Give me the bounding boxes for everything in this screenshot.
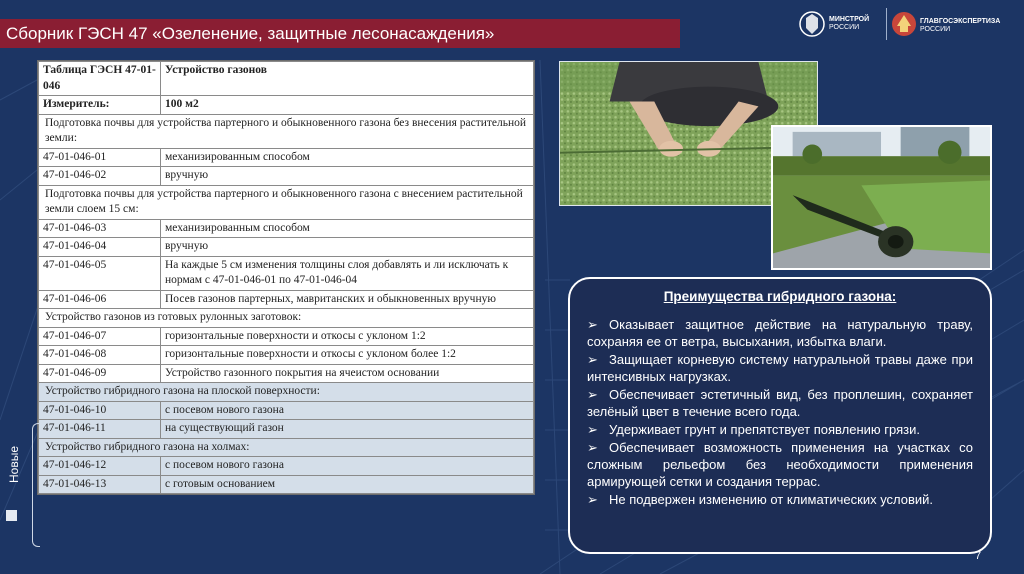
row-code: 47-01-046-07 bbox=[39, 327, 161, 346]
row-code: 47-01-046-02 bbox=[39, 167, 161, 186]
unit-label: Измеритель: bbox=[39, 96, 161, 115]
arrow-bullet-icon: ➢ bbox=[587, 352, 598, 367]
list-item bbox=[587, 439, 973, 490]
group-title: Устройство гибридного газона на плоской поверхности: bbox=[39, 383, 534, 402]
minstroy-country: РОССИИ bbox=[829, 24, 860, 31]
glav-country: РОССИИ bbox=[920, 26, 951, 33]
row-code: 47-01-046-06 bbox=[39, 290, 161, 309]
group-row bbox=[39, 114, 534, 148]
list-item bbox=[587, 351, 973, 385]
row-text: Посев газонов партерных, мавританских и обыкновенных вручную bbox=[161, 290, 534, 309]
row-text: механизированным способом bbox=[161, 148, 534, 167]
table-title-cell: Устройство газонов bbox=[161, 62, 534, 96]
row-text: Устройство газонного покрытия на ячеистом основании bbox=[161, 364, 534, 383]
new-rows-bracket bbox=[32, 423, 40, 547]
list-item bbox=[587, 491, 973, 508]
table-row bbox=[39, 219, 534, 238]
logos bbox=[798, 6, 1018, 42]
minstroy-name: МИНСТРОЙ bbox=[829, 16, 870, 23]
row-text: вручную bbox=[161, 238, 534, 257]
row-code: 47-01-046-09 bbox=[39, 364, 161, 383]
row-code: 47-01-046-13 bbox=[39, 475, 161, 494]
table-row bbox=[39, 256, 534, 290]
arrow-bullet-icon: ➢ bbox=[587, 422, 598, 437]
new-label: Новые bbox=[7, 445, 21, 483]
table-row-new bbox=[39, 457, 534, 476]
row-code: 47-01-046-08 bbox=[39, 346, 161, 365]
advantages-list bbox=[587, 316, 973, 508]
group-title: Подготовка почвы для устройства партерного и обыкновенного газона без внесения растительной земли: bbox=[39, 114, 534, 148]
row-text: горизонтальные поверхности и откосы с уклоном более 1:2 bbox=[161, 346, 534, 365]
row-code: 47-01-046-03 bbox=[39, 219, 161, 238]
arrow-bullet-icon: ➢ bbox=[587, 317, 598, 332]
advantage-text: Защищает корневую систему натуральной травы даже при интенсивных нагрузках. bbox=[587, 352, 973, 384]
table-row bbox=[39, 167, 534, 186]
row-text: вручную bbox=[161, 167, 534, 186]
photo-lawn-roll bbox=[771, 125, 992, 270]
unit-row bbox=[39, 96, 534, 115]
table-row bbox=[39, 238, 534, 257]
glav-name: ГЛАВГОСЭКСПЕРТИЗА bbox=[920, 18, 1001, 25]
table-row bbox=[39, 327, 534, 346]
table-row bbox=[39, 290, 534, 309]
list-item bbox=[587, 316, 973, 350]
arrow-bullet-icon: ➢ bbox=[587, 440, 598, 455]
arrow-bullet-icon: ➢ bbox=[587, 492, 598, 507]
list-item bbox=[587, 386, 973, 420]
table-row-new bbox=[39, 420, 534, 439]
table-id-cell: Таблица ГЭСН 47-01-046 bbox=[39, 62, 161, 96]
advantage-text: Обеспечивает эстетичный вид, без проплешин, сохраняет зелёный цвет в течение всего года. bbox=[587, 387, 973, 419]
table-row-new bbox=[39, 401, 534, 420]
group-title: Устройство гибридного газона на холмах: bbox=[39, 438, 534, 457]
group-title: Подготовка почвы для устройства партерного и обыкновенного газона с внесением растительной земли слоем 15 см: bbox=[39, 185, 534, 219]
row-text: горизонтальные поверхности и откосы с уклоном 1:2 bbox=[161, 327, 534, 346]
row-code: 47-01-046-01 bbox=[39, 148, 161, 167]
row-text: механизированным способом bbox=[161, 219, 534, 238]
arrow-bullet-icon: ➢ bbox=[587, 387, 598, 402]
row-code: 47-01-046-05 bbox=[39, 256, 161, 290]
group-row bbox=[39, 309, 534, 328]
advantage-text: Удерживает грунт и препятствует появлению грязи. bbox=[609, 422, 920, 437]
advantages-panel bbox=[568, 277, 992, 554]
row-text: на существующий газон bbox=[161, 420, 534, 439]
table-row bbox=[39, 364, 534, 383]
row-text: с готовым основанием bbox=[161, 475, 534, 494]
row-code: 47-01-046-04 bbox=[39, 238, 161, 257]
table-row bbox=[39, 346, 534, 365]
page-number: 7 bbox=[975, 550, 982, 562]
group-row bbox=[39, 185, 534, 219]
norms-table bbox=[38, 61, 534, 494]
group-title: Устройство газонов из готовых рулонных заготовок: bbox=[39, 309, 534, 328]
row-code: 47-01-046-12 bbox=[39, 457, 161, 476]
norms-table-wrap bbox=[37, 60, 535, 495]
new-marker-square bbox=[6, 510, 17, 521]
row-code: 47-01-046-11 bbox=[39, 420, 161, 439]
table-row-new bbox=[39, 475, 534, 494]
row-text: с посевом нового газона bbox=[161, 457, 534, 476]
table-header-row bbox=[39, 62, 534, 96]
advantage-text: Не подвержен изменению от климатических условий. bbox=[609, 492, 934, 507]
logo-divider bbox=[886, 8, 887, 40]
slide-title: Сборник ГЭСН 47 «Озеленение, защитные лесонасаждения» bbox=[0, 19, 680, 48]
unit-value: 100 м2 bbox=[161, 96, 534, 115]
group-row-new bbox=[39, 438, 534, 457]
advantages-title: Преимущества гибридного газона: bbox=[663, 289, 897, 304]
row-text: На каждые 5 см изменения толщины слоя добавлять и ли исключать к нормам с 47-01-046-01 по 47-01-046-04 bbox=[161, 256, 534, 290]
row-text: с посевом нового газона bbox=[161, 401, 534, 420]
table-row bbox=[39, 148, 534, 167]
advantage-text: Оказывает защитное действие на натуральную траву, сохраняя ее от ветра, высыхания, избытка влаги. bbox=[587, 317, 973, 349]
group-row-new bbox=[39, 383, 534, 402]
row-code: 47-01-046-10 bbox=[39, 401, 161, 420]
advantage-text: Обеспечивает возможность применения на участках со сложным рельефом без необходимости применения армирующей сетки и создания террас. bbox=[587, 440, 973, 489]
list-item bbox=[587, 421, 973, 438]
